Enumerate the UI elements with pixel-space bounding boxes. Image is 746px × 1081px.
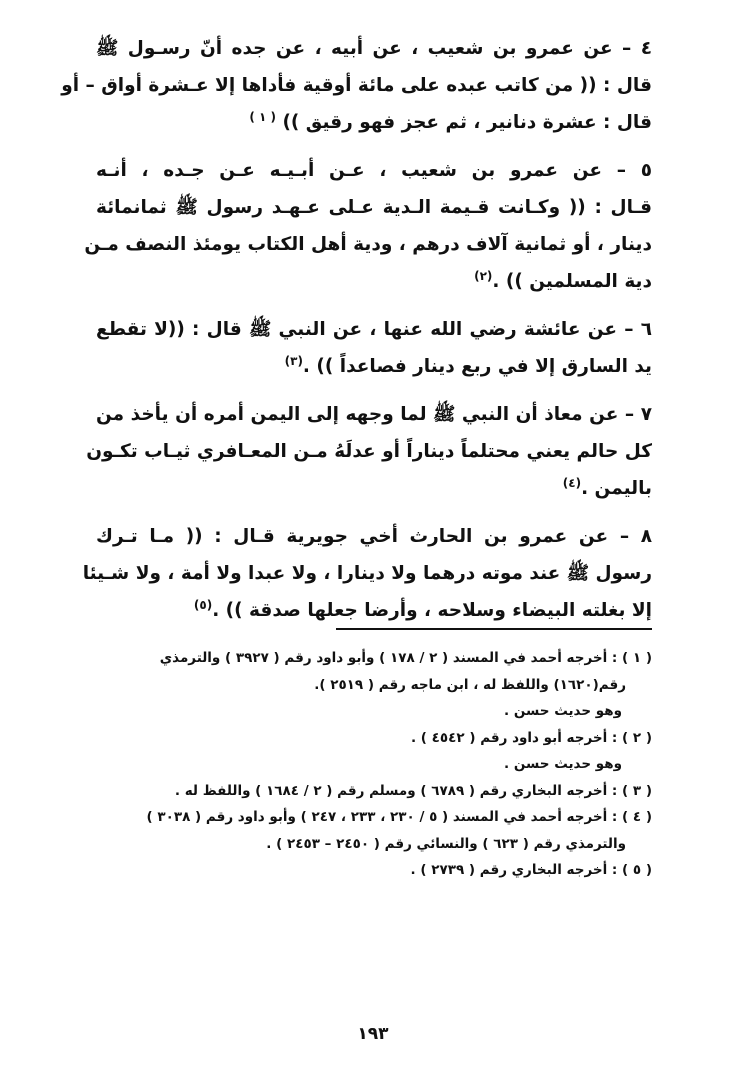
text-line: [96, 263, 652, 300]
text-line: قـال : (( وكـانت قـيمة الـدية عـلى عـهـد رسول ﷺ ثمانمائة: [96, 197, 652, 218]
footnote-text: ( ٥ ) : أخرجه البخاري رقم ( ٢٧٣٩ ) .: [410, 862, 652, 878]
footnote-ref-1[interactable]: ( ١ ): [249, 109, 276, 124]
main-text: [61, 30, 652, 640]
text-segment: دية المسلمين )) .: [492, 271, 652, 292]
footnote-text: ( ٢ ) : أخرجه أبو داود رقم ( ٤٥٤٢ ) .: [410, 729, 652, 746]
text-line: دينار ، أو ثمانية آلاف درهم ، ودية أهل الكتاب يومئذ النصف مـن: [84, 234, 652, 255]
text-line: ٥ – عن عمرو بن شعيب ، عـن أبـيـه عـن جـده ، أنـه: [96, 160, 652, 181]
footnote-text: وهو حديث حسن .: [504, 703, 622, 719]
footnote-4: [100, 804, 652, 857]
text-segment: قال : عشرة دنانير ، ثم عجز فهو رقيق )): [276, 112, 652, 133]
text-segment: يد السارق إلا في ربع دينار فصاعداً )) .: [302, 356, 652, 377]
footnote-text: ( ٤ ) : أخرجه أحمد في المسند ( ٥ / ٢٣٠ ، ٢٣٣ ، ٢٤٧ ) وأبو داود رقم ( ٣٠٣٨ ): [146, 809, 652, 825]
text-line: [96, 104, 652, 141]
hadith-5: [84, 152, 652, 300]
hadith-7: [86, 396, 652, 507]
hadith-8: [82, 518, 652, 629]
text-segment: باليمن .: [581, 478, 652, 499]
page-number: ١٩٣: [357, 1024, 389, 1044]
footnote-text: وهو حديث حسن .: [504, 756, 622, 772]
footnote-ref-2[interactable]: (٢): [474, 268, 493, 283]
footnote-5: [100, 857, 652, 884]
footnote-1: [100, 645, 652, 725]
text-line: ٧ – عن معاذ أن النبي ﷺ لما وجهه إلى اليمن أمره أن يأخذ من: [96, 404, 652, 425]
text-line: قال : (( من كاتب عبده على مائة أوقية فأداها إلا عـشرة أواق – أو: [61, 75, 652, 96]
footnote-ref-5[interactable]: (٥): [193, 597, 213, 612]
hadith-6: [96, 311, 652, 385]
text-line: [96, 348, 652, 385]
footnote-text: والترمذي رقم ( ٦٢٣ ) والنسائي رقم ( ٢٤٥٠ – ٢٤٥٣ ) .: [266, 835, 626, 852]
text-line: ٤ – عن عمرو بن شعيب ، عن أبيه ، عن جده أنّ رسـول ﷺ: [96, 38, 652, 59]
text-line: ٨ – عن عمرو بن الحارث أخي جويرية قـال : (( مـا تـرك: [96, 526, 652, 547]
footnote-3: [100, 778, 652, 805]
footnotes: [100, 645, 652, 884]
text-segment: إلا بغلته البيضاء وسلاحه ، وأرضا جعلها صدقة )) .: [212, 600, 652, 621]
text-line: ٦ – عن عائشة رضي الله عنها ، عن النبي ﷺ قال : ((لا تقطع: [96, 319, 652, 340]
footnote-text: رقم(١٦٢٠) واللفظ له ، ابن ماجه رقم ( ٢٥١٩ ).: [314, 676, 626, 693]
footnote-text: ( ٣ ) : أخرجه البخاري رقم ( ٦٧٨٩ ) ومسلم رقم ( ٢ / ١٦٨٤ ) واللفظ له .: [174, 782, 652, 799]
footnote-ref-3[interactable]: (٣): [284, 353, 303, 368]
text-line: [96, 470, 652, 507]
text-line: كل حالم يعني محتلماً ديناراً أو عدلَهُ مـن المعـافري ثيـاب تكـون: [86, 441, 652, 462]
footnote-text: ( ١ ) : أخرجه أحمد في المسند ( ٢ / ١٧٨ ) وأبو داود رقم ( ٣٩٢٧ ) والترمذي: [159, 650, 652, 666]
text-line: رسول ﷺ عند موته درهما ولا دينارا ، ولا عبدا ولا أمة ، ولا شـيئا: [82, 563, 652, 584]
footnote-separator: [336, 628, 652, 630]
footnote-2: [100, 725, 652, 778]
hadith-4: [61, 30, 652, 141]
text-line: [96, 592, 652, 629]
footnote-ref-4[interactable]: (٤): [562, 475, 582, 490]
